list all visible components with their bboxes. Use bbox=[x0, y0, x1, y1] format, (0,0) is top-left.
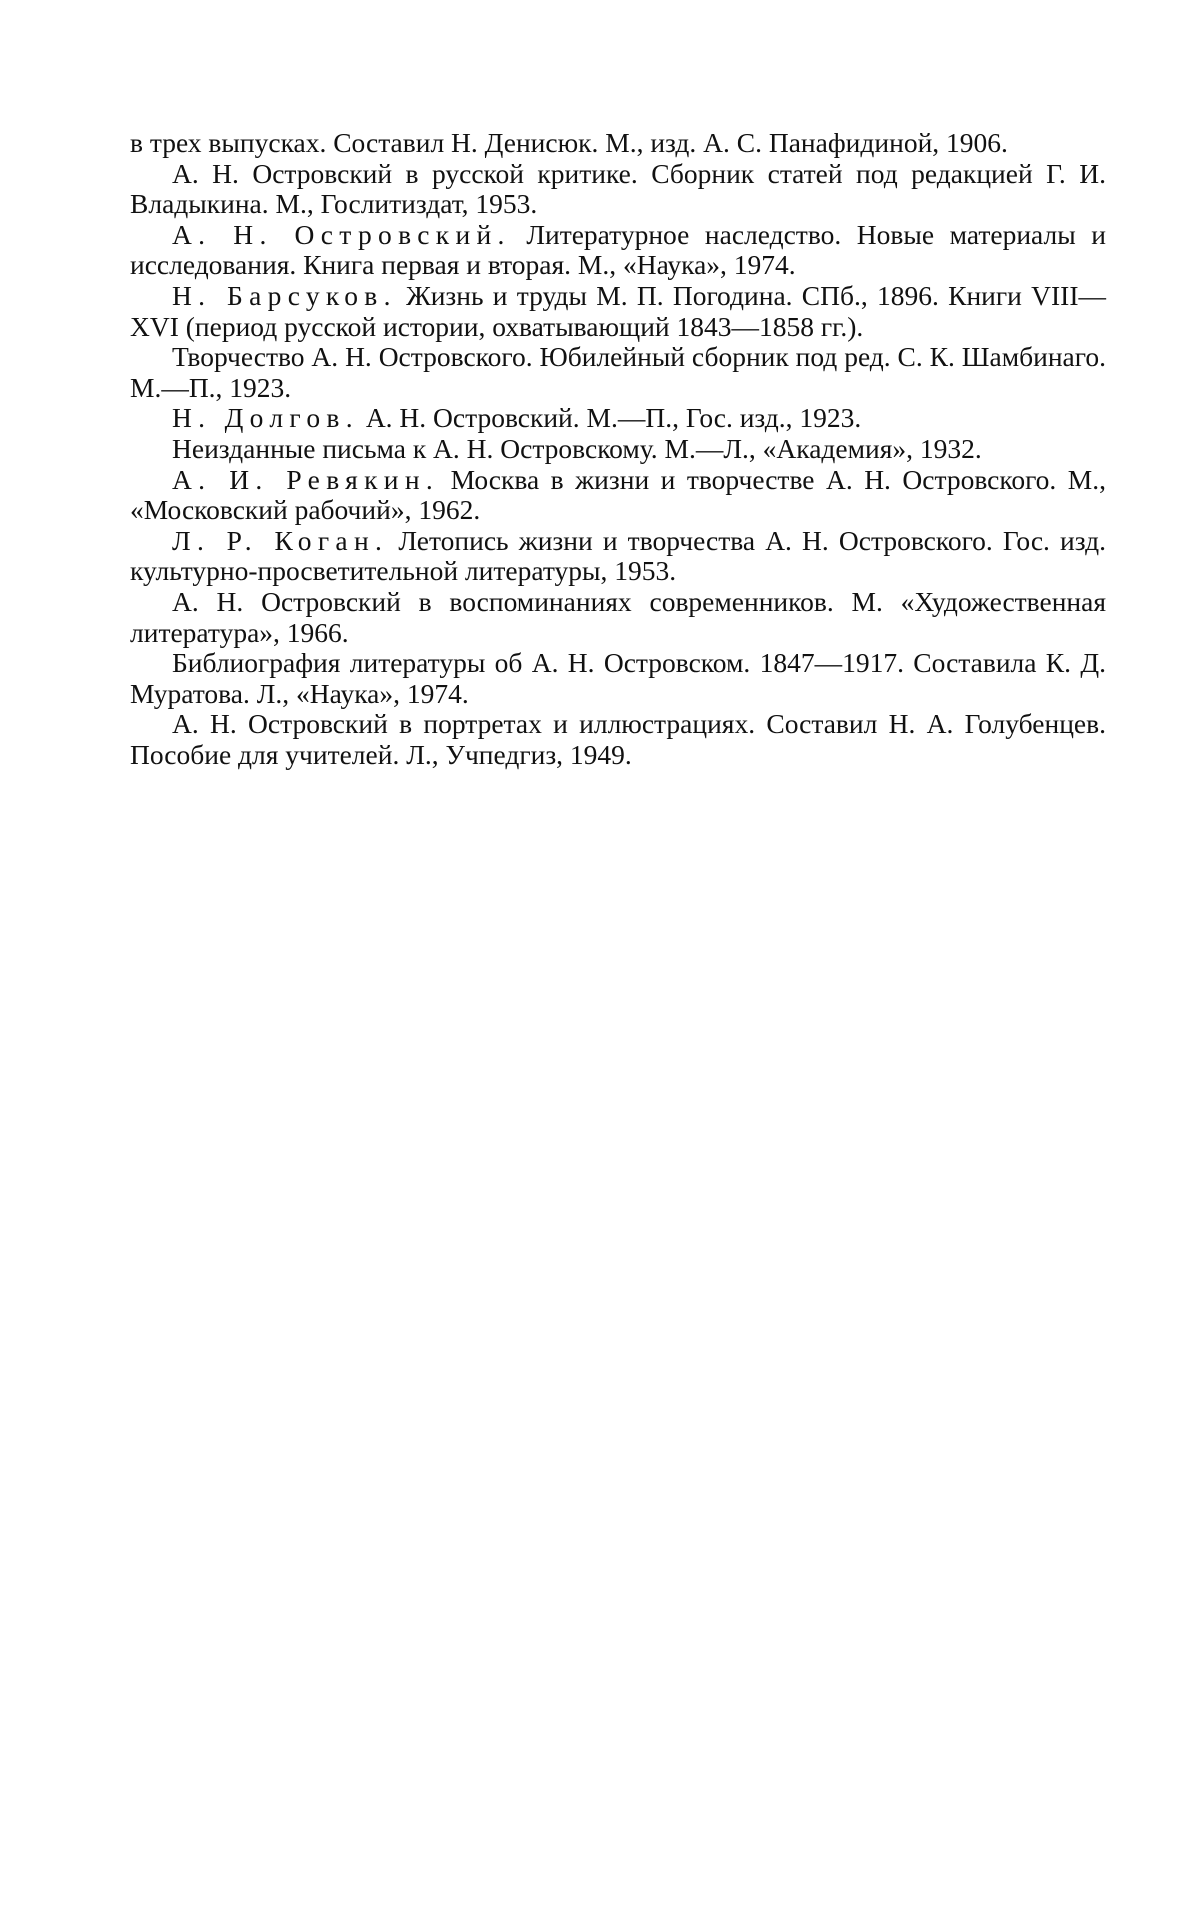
entry-text: А. Н. Островский. М.—П., Гос. изд., 1923. bbox=[358, 402, 862, 434]
entry-text: Жизнь и труды М. П. Погодина. СПб., 1896. Книги VIII—XVI (период русской истории, охватывающий 1843—1858 гг.). bbox=[130, 279, 1106, 342]
entry-text: Летопись жизни и творчества А. Н. Островского. Гос. изд. культурно-просветительной литературы, 1953. bbox=[130, 524, 1106, 587]
entry-author: Н. Барсуков. bbox=[172, 279, 397, 311]
bibliography-entry bbox=[130, 342, 1106, 403]
bibliography-entry bbox=[130, 128, 1106, 159]
bibliography-entry bbox=[130, 159, 1106, 220]
entry-text: Творчество А. Н. Островского. Юбилейный сборник под ред. С. К. Шамбинаго. М.—П., 1923. bbox=[130, 341, 1106, 403]
bibliography-page bbox=[130, 128, 1106, 770]
bibliography-entry bbox=[130, 587, 1106, 648]
bibliography-entry bbox=[130, 403, 1106, 434]
bibliography-entry bbox=[130, 465, 1106, 526]
entry-author: А. И. Ревякин. bbox=[172, 463, 440, 495]
entry-text: в трех выпусках. Составил Н. Денисюк. М., изд. А. С. Панафидиной, 1906. bbox=[130, 127, 1008, 158]
entry-text: Библиография литературы об А. Н. Островском. 1847—1917. Составила К. Д. Муратова. Л., «Наука», 1974. bbox=[130, 647, 1106, 709]
entry-author: А. Н. Островский. bbox=[172, 218, 511, 250]
bibliography-entry bbox=[130, 526, 1106, 587]
bibliography-entry bbox=[130, 709, 1106, 770]
entry-author: Н. Долгов. bbox=[172, 402, 359, 434]
entry-text: А. Н. Островский в русской критике. Сборник статей под редакцией Г. И. Владыкина. М., Гослитиздат, 1953. bbox=[130, 157, 1106, 220]
bibliography-entry bbox=[130, 434, 1106, 465]
entry-author: Л. Р. Коган. bbox=[172, 524, 389, 556]
entry-text: Неизданные письма к А. Н. Островскому. М.—Л., «Академия», 1932. bbox=[172, 432, 982, 464]
bibliography-entry bbox=[130, 281, 1106, 342]
entry-text: Москва в жизни и творчестве А. Н. Островского. М., «Московский рабочий», 1962. bbox=[130, 463, 1106, 526]
entry-text: А. Н. Островский в воспоминаниях современников. М. «Художественная литература», 1966. bbox=[130, 585, 1106, 648]
bibliography-entry bbox=[130, 648, 1106, 709]
entry-text: А. Н. Островский в портретах и иллюстрациях. Составил Н. А. Голубенцев. Пособие для учителей. Л., Учпедгиз, 1949. bbox=[130, 708, 1106, 770]
entry-text: Литературное наследство. Новые материалы и исследования. Книга первая и вторая. М., «Наука», 1974. bbox=[130, 218, 1106, 281]
bibliography-entry bbox=[130, 220, 1106, 281]
